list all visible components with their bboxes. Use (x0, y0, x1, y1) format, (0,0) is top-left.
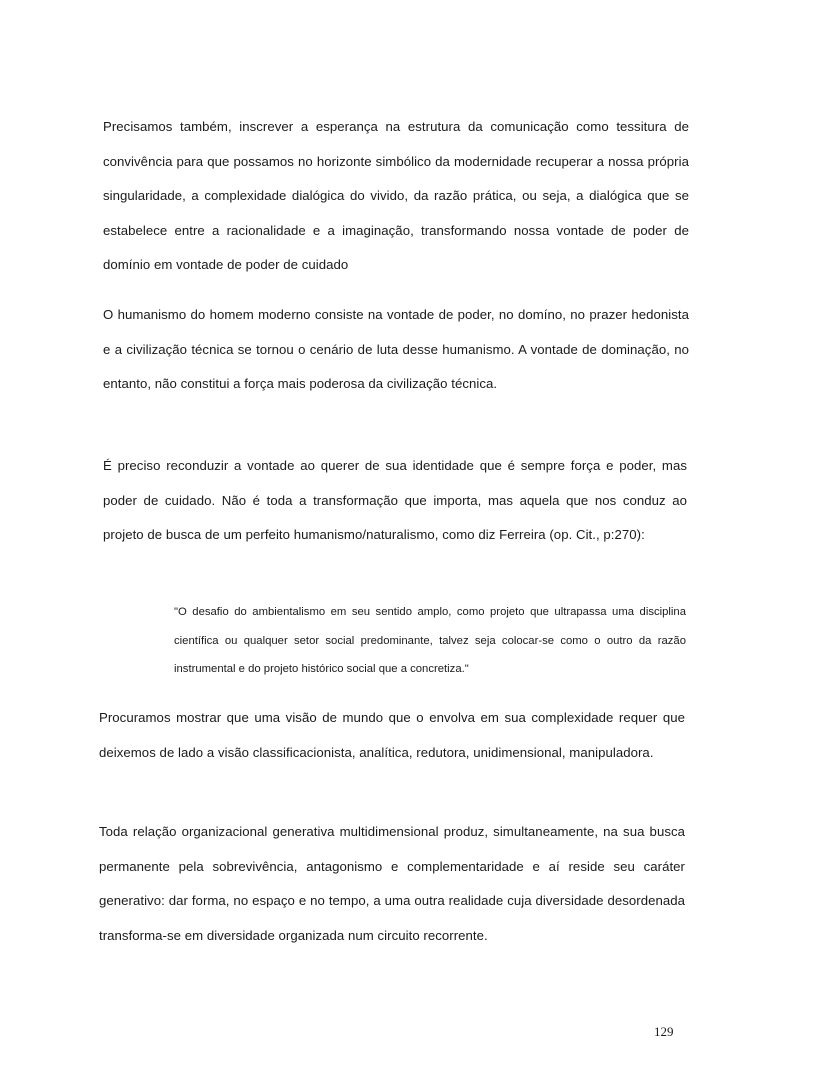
block-quote: "O desafio do ambientalismo em seu sentido amplo, como projeto que ultrapassa uma disciplina científica ou qualquer setor social predominante, talvez seja colocar-se como o outro da razão instrumental e do projeto histórico social que a concretiza." (174, 606, 686, 675)
paragraph-4: Procuramos mostrar que uma visão de mundo que o envolva em sua complexidade requer que deixemos de lado a visão classificacionista, analítica, redutora, unidimensional, manipuladora. (99, 710, 685, 760)
paragraph-5: Toda relação organizacional generativa multidimensional produz, simultaneamente, na sua busca permanente pela sobrevivência, antagonismo e complementaridade e aí reside seu caráter generativo: dar forma, no espaço e no tempo, a uma outra realidade cuja diversidade desordenada transforma-se em diversidade organizada num circuito recorrente. (99, 824, 685, 943)
paragraph-2: O humanismo do homem moderno consiste na vontade de poder, no domíno, no prazer hedonista e a civilização técnica se tornou o cenário de luta desse humanismo. A vontade de dominação, no entanto, não constitui a força mais poderosa da civilização técnica. (103, 307, 689, 391)
paragraph-1: Precisamos também, inscrever a esperança na estrutura da comunicação como tessitura de convivência para que possamos no horizonte simbólico da modernidade recuperar a nossa própria singularidade, a complexidade dialógica do vivido, da razão prática, ou seja, a dialógica que se estabelece entre a racionalidade e a imaginação, transformando nossa vontade de poder de domínio em vontade de poder de cuidado (103, 119, 689, 272)
paragraph-3: É preciso reconduzir a vontade ao querer de sua identidade que é sempre força e poder, mas poder de cuidado. Não é toda a transformação que importa, mas aquela que nos conduz ao projeto de busca de um perfeito humanismo/naturalismo, como diz Ferreira (op. Cit., p:270): (103, 458, 687, 542)
page-number: 129 (654, 1024, 674, 1039)
